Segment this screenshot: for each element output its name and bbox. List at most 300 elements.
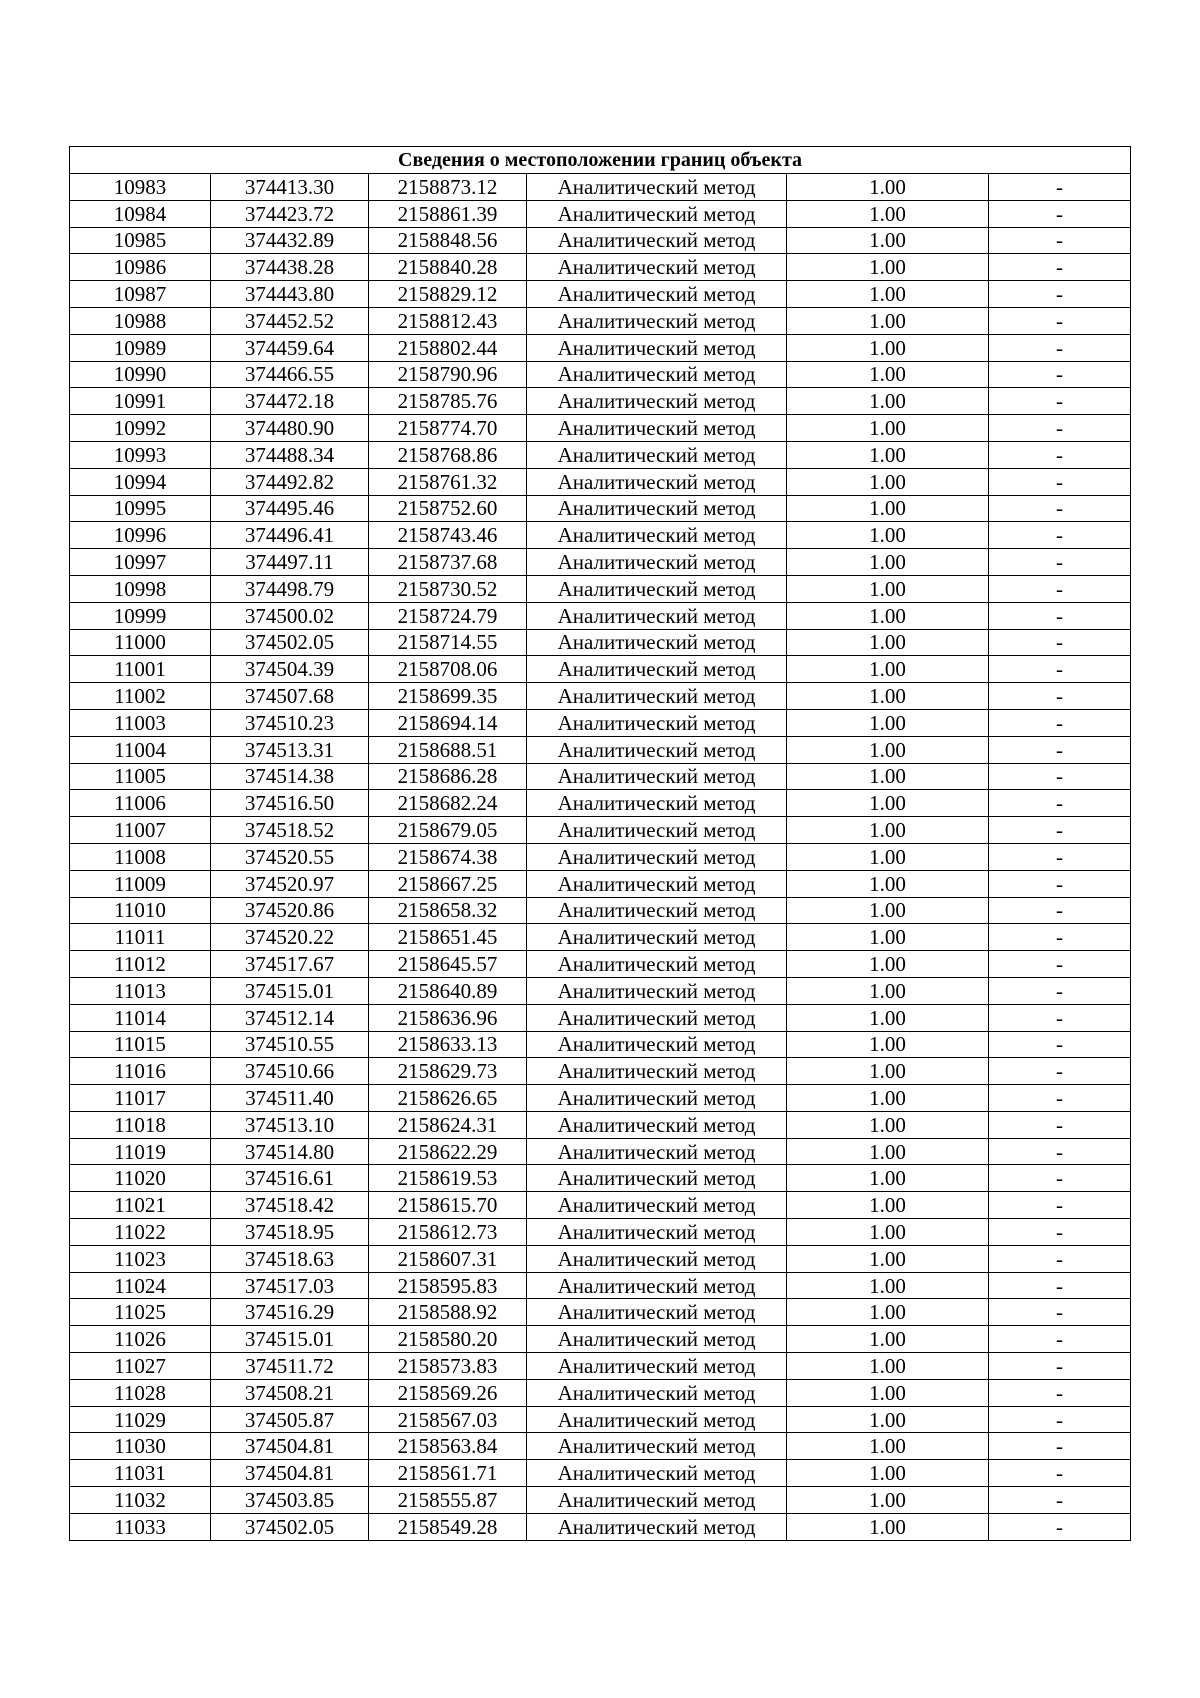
table-row [70, 174, 1131, 201]
accuracy-cell: 1.00 [787, 1272, 989, 1299]
description-cell: - [989, 897, 1131, 924]
accuracy-cell: 1.00 [787, 602, 989, 629]
description-cell: - [989, 1245, 1131, 1272]
y-coordinate-cell: 2158790.96 [369, 361, 527, 388]
y-coordinate-cell: 2158708.06 [369, 656, 527, 683]
method-cell: Аналитический метод [527, 174, 787, 201]
description-cell: - [989, 1299, 1131, 1326]
y-coordinate-cell: 2158561.71 [369, 1460, 527, 1487]
method-cell: Аналитический метод [527, 1433, 787, 1460]
y-coordinate-cell: 2158674.38 [369, 843, 527, 870]
point-number-cell: 11027 [70, 1353, 211, 1380]
y-coordinate-cell: 2158651.45 [369, 924, 527, 951]
point-number-cell: 10983 [70, 174, 211, 201]
table-body [70, 174, 1131, 1541]
y-coordinate-cell: 2158679.05 [369, 817, 527, 844]
y-coordinate-cell: 2158607.31 [369, 1245, 527, 1272]
table-row [70, 1031, 1131, 1058]
x-coordinate-cell: 374516.29 [211, 1299, 369, 1326]
point-number-cell: 11017 [70, 1085, 211, 1112]
x-coordinate-cell: 374500.02 [211, 602, 369, 629]
table-row [70, 254, 1131, 281]
table-title: Сведения о местоположении границ объекта [70, 147, 1131, 174]
x-coordinate-cell: 374520.22 [211, 924, 369, 951]
accuracy-cell: 1.00 [787, 924, 989, 951]
y-coordinate-cell: 2158861.39 [369, 200, 527, 227]
point-number-cell: 10994 [70, 468, 211, 495]
description-cell: - [989, 1111, 1131, 1138]
description-cell: - [989, 1513, 1131, 1540]
y-coordinate-cell: 2158829.12 [369, 281, 527, 308]
point-number-cell: 11010 [70, 897, 211, 924]
table-row [70, 1111, 1131, 1138]
method-cell: Аналитический метод [527, 1513, 787, 1540]
accuracy-cell: 1.00 [787, 977, 989, 1004]
method-cell: Аналитический метод [527, 1326, 787, 1353]
point-number-cell: 10996 [70, 522, 211, 549]
accuracy-cell: 1.00 [787, 1433, 989, 1460]
table-row [70, 1487, 1131, 1514]
description-cell: - [989, 1326, 1131, 1353]
x-coordinate-cell: 374508.21 [211, 1379, 369, 1406]
y-coordinate-cell: 2158761.32 [369, 468, 527, 495]
point-number-cell: 11031 [70, 1460, 211, 1487]
point-number-cell: 11032 [70, 1487, 211, 1514]
table-row [70, 683, 1131, 710]
method-cell: Аналитический метод [527, 200, 787, 227]
point-number-cell: 11023 [70, 1245, 211, 1272]
method-cell: Аналитический метод [527, 1192, 787, 1219]
description-cell: - [989, 495, 1131, 522]
method-cell: Аналитический метод [527, 790, 787, 817]
table-row [70, 924, 1131, 951]
point-number-cell: 11019 [70, 1138, 211, 1165]
table-row [70, 1513, 1131, 1540]
x-coordinate-cell: 374492.82 [211, 468, 369, 495]
x-coordinate-cell: 374423.72 [211, 200, 369, 227]
x-coordinate-cell: 374472.18 [211, 388, 369, 415]
table-row [70, 629, 1131, 656]
x-coordinate-cell: 374505.87 [211, 1406, 369, 1433]
table-row [70, 307, 1131, 334]
point-number-cell: 11007 [70, 817, 211, 844]
x-coordinate-cell: 374504.39 [211, 656, 369, 683]
table-row [70, 1219, 1131, 1246]
table-row [70, 334, 1131, 361]
point-number-cell: 11021 [70, 1192, 211, 1219]
method-cell: Аналитический метод [527, 415, 787, 442]
table-row [70, 495, 1131, 522]
x-coordinate-cell: 374459.64 [211, 334, 369, 361]
description-cell: - [989, 361, 1131, 388]
description-cell: - [989, 281, 1131, 308]
accuracy-cell: 1.00 [787, 1406, 989, 1433]
method-cell: Аналитический метод [527, 843, 787, 870]
table-row [70, 656, 1131, 683]
y-coordinate-cell: 2158667.25 [369, 870, 527, 897]
y-coordinate-cell: 2158633.13 [369, 1031, 527, 1058]
table-row [70, 1379, 1131, 1406]
description-cell: - [989, 549, 1131, 576]
accuracy-cell: 1.00 [787, 495, 989, 522]
method-cell: Аналитический метод [527, 1219, 787, 1246]
x-coordinate-cell: 374520.97 [211, 870, 369, 897]
y-coordinate-cell: 2158873.12 [369, 174, 527, 201]
y-coordinate-cell: 2158812.43 [369, 307, 527, 334]
point-number-cell: 11033 [70, 1513, 211, 1540]
x-coordinate-cell: 374517.67 [211, 951, 369, 978]
accuracy-cell: 1.00 [787, 174, 989, 201]
accuracy-cell: 1.00 [787, 200, 989, 227]
y-coordinate-cell: 2158612.73 [369, 1219, 527, 1246]
point-number-cell: 11002 [70, 683, 211, 710]
y-coordinate-cell: 2158774.70 [369, 415, 527, 442]
method-cell: Аналитический метод [527, 227, 787, 254]
method-cell: Аналитический метод [527, 549, 787, 576]
table-row [70, 1433, 1131, 1460]
accuracy-cell: 1.00 [787, 1353, 989, 1380]
accuracy-cell: 1.00 [787, 763, 989, 790]
table-row [70, 1192, 1131, 1219]
x-coordinate-cell: 374438.28 [211, 254, 369, 281]
point-number-cell: 10997 [70, 549, 211, 576]
table-row [70, 468, 1131, 495]
accuracy-cell: 1.00 [787, 1219, 989, 1246]
description-cell: - [989, 334, 1131, 361]
description-cell: - [989, 441, 1131, 468]
point-number-cell: 10984 [70, 200, 211, 227]
y-coordinate-cell: 2158682.24 [369, 790, 527, 817]
y-coordinate-cell: 2158724.79 [369, 602, 527, 629]
x-coordinate-cell: 374497.11 [211, 549, 369, 576]
y-coordinate-cell: 2158840.28 [369, 254, 527, 281]
accuracy-cell: 1.00 [787, 522, 989, 549]
accuracy-cell: 1.00 [787, 1031, 989, 1058]
accuracy-cell: 1.00 [787, 629, 989, 656]
x-coordinate-cell: 374502.05 [211, 1513, 369, 1540]
x-coordinate-cell: 374502.05 [211, 629, 369, 656]
x-coordinate-cell: 374518.95 [211, 1219, 369, 1246]
point-number-cell: 10998 [70, 575, 211, 602]
accuracy-cell: 1.00 [787, 441, 989, 468]
method-cell: Аналитический метод [527, 1299, 787, 1326]
point-number-cell: 11029 [70, 1406, 211, 1433]
description-cell: - [989, 924, 1131, 951]
x-coordinate-cell: 374504.81 [211, 1460, 369, 1487]
accuracy-cell: 1.00 [787, 415, 989, 442]
x-coordinate-cell: 374510.66 [211, 1058, 369, 1085]
table-row [70, 441, 1131, 468]
accuracy-cell: 1.00 [787, 1460, 989, 1487]
description-cell: - [989, 1487, 1131, 1514]
accuracy-cell: 1.00 [787, 1004, 989, 1031]
table-row [70, 1085, 1131, 1112]
y-coordinate-cell: 2158619.53 [369, 1165, 527, 1192]
point-number-cell: 11030 [70, 1433, 211, 1460]
accuracy-cell: 1.00 [787, 1379, 989, 1406]
point-number-cell: 11015 [70, 1031, 211, 1058]
accuracy-cell: 1.00 [787, 683, 989, 710]
x-coordinate-cell: 374518.42 [211, 1192, 369, 1219]
description-cell: - [989, 977, 1131, 1004]
method-cell: Аналитический метод [527, 977, 787, 1004]
accuracy-cell: 1.00 [787, 656, 989, 683]
point-number-cell: 11006 [70, 790, 211, 817]
y-coordinate-cell: 2158802.44 [369, 334, 527, 361]
description-cell: - [989, 817, 1131, 844]
accuracy-cell: 1.00 [787, 361, 989, 388]
y-coordinate-cell: 2158699.35 [369, 683, 527, 710]
accuracy-cell: 1.00 [787, 281, 989, 308]
y-coordinate-cell: 2158688.51 [369, 736, 527, 763]
point-number-cell: 10988 [70, 307, 211, 334]
description-cell: - [989, 790, 1131, 817]
y-coordinate-cell: 2158580.20 [369, 1326, 527, 1353]
x-coordinate-cell: 374516.50 [211, 790, 369, 817]
accuracy-cell: 1.00 [787, 227, 989, 254]
x-coordinate-cell: 374515.01 [211, 1326, 369, 1353]
x-coordinate-cell: 374413.30 [211, 174, 369, 201]
method-cell: Аналитический метод [527, 281, 787, 308]
accuracy-cell: 1.00 [787, 709, 989, 736]
accuracy-cell: 1.00 [787, 736, 989, 763]
point-number-cell: 11012 [70, 951, 211, 978]
description-cell: - [989, 629, 1131, 656]
accuracy-cell: 1.00 [787, 468, 989, 495]
accuracy-cell: 1.00 [787, 1326, 989, 1353]
method-cell: Аналитический метод [527, 1085, 787, 1112]
description-cell: - [989, 200, 1131, 227]
point-number-cell: 11018 [70, 1111, 211, 1138]
y-coordinate-cell: 2158624.31 [369, 1111, 527, 1138]
table-row [70, 763, 1131, 790]
description-cell: - [989, 1379, 1131, 1406]
table-row [70, 897, 1131, 924]
x-coordinate-cell: 374511.72 [211, 1353, 369, 1380]
point-number-cell: 10991 [70, 388, 211, 415]
y-coordinate-cell: 2158567.03 [369, 1406, 527, 1433]
table-row [70, 1058, 1131, 1085]
x-coordinate-cell: 374496.41 [211, 522, 369, 549]
table-row [70, 817, 1131, 844]
method-cell: Аналитический метод [527, 1379, 787, 1406]
y-coordinate-cell: 2158752.60 [369, 495, 527, 522]
description-cell: - [989, 174, 1131, 201]
y-coordinate-cell: 2158588.92 [369, 1299, 527, 1326]
y-coordinate-cell: 2158694.14 [369, 709, 527, 736]
method-cell: Аналитический метод [527, 1245, 787, 1272]
point-number-cell: 10990 [70, 361, 211, 388]
method-cell: Аналитический метод [527, 361, 787, 388]
boundary-coordinates-table [69, 146, 1131, 1541]
x-coordinate-cell: 374518.52 [211, 817, 369, 844]
y-coordinate-cell: 2158743.46 [369, 522, 527, 549]
description-cell: - [989, 1058, 1131, 1085]
point-number-cell: 11011 [70, 924, 211, 951]
description-cell: - [989, 1460, 1131, 1487]
table-row [70, 1353, 1131, 1380]
table-row [70, 602, 1131, 629]
point-number-cell: 10999 [70, 602, 211, 629]
table-row [70, 415, 1131, 442]
point-number-cell: 11016 [70, 1058, 211, 1085]
method-cell: Аналитический метод [527, 736, 787, 763]
method-cell: Аналитический метод [527, 602, 787, 629]
accuracy-cell: 1.00 [787, 334, 989, 361]
x-coordinate-cell: 374512.14 [211, 1004, 369, 1031]
method-cell: Аналитический метод [527, 1272, 787, 1299]
table-row [70, 951, 1131, 978]
y-coordinate-cell: 2158768.86 [369, 441, 527, 468]
x-coordinate-cell: 374504.81 [211, 1433, 369, 1460]
point-number-cell: 11028 [70, 1379, 211, 1406]
description-cell: - [989, 951, 1131, 978]
table-row [70, 790, 1131, 817]
accuracy-cell: 1.00 [787, 870, 989, 897]
table-row [70, 1326, 1131, 1353]
accuracy-cell: 1.00 [787, 549, 989, 576]
table-row [70, 388, 1131, 415]
description-cell: - [989, 870, 1131, 897]
x-coordinate-cell: 374507.68 [211, 683, 369, 710]
accuracy-cell: 1.00 [787, 817, 989, 844]
method-cell: Аналитический метод [527, 522, 787, 549]
method-cell: Аналитический метод [527, 1138, 787, 1165]
table-row [70, 200, 1131, 227]
table-row [70, 843, 1131, 870]
description-cell: - [989, 709, 1131, 736]
description-cell: - [989, 736, 1131, 763]
y-coordinate-cell: 2158615.70 [369, 1192, 527, 1219]
accuracy-cell: 1.00 [787, 897, 989, 924]
y-coordinate-cell: 2158785.76 [369, 388, 527, 415]
point-number-cell: 10985 [70, 227, 211, 254]
x-coordinate-cell: 374498.79 [211, 575, 369, 602]
accuracy-cell: 1.00 [787, 1192, 989, 1219]
method-cell: Аналитический метод [527, 575, 787, 602]
table-row [70, 1165, 1131, 1192]
method-cell: Аналитический метод [527, 388, 787, 415]
x-coordinate-cell: 374513.31 [211, 736, 369, 763]
table-row [70, 281, 1131, 308]
y-coordinate-cell: 2158658.32 [369, 897, 527, 924]
y-coordinate-cell: 2158622.29 [369, 1138, 527, 1165]
method-cell: Аналитический метод [527, 1165, 787, 1192]
description-cell: - [989, 1433, 1131, 1460]
method-cell: Аналитический метод [527, 924, 787, 951]
x-coordinate-cell: 374443.80 [211, 281, 369, 308]
description-cell: - [989, 522, 1131, 549]
y-coordinate-cell: 2158573.83 [369, 1353, 527, 1380]
point-number-cell: 10995 [70, 495, 211, 522]
x-coordinate-cell: 374452.52 [211, 307, 369, 334]
table-row [70, 1406, 1131, 1433]
description-cell: - [989, 683, 1131, 710]
method-cell: Аналитический метод [527, 1353, 787, 1380]
point-number-cell: 11014 [70, 1004, 211, 1031]
description-cell: - [989, 415, 1131, 442]
y-coordinate-cell: 2158645.57 [369, 951, 527, 978]
point-number-cell: 11008 [70, 843, 211, 870]
description-cell: - [989, 763, 1131, 790]
y-coordinate-cell: 2158569.26 [369, 1379, 527, 1406]
point-number-cell: 11020 [70, 1165, 211, 1192]
x-coordinate-cell: 374518.63 [211, 1245, 369, 1272]
table-row [70, 549, 1131, 576]
y-coordinate-cell: 2158686.28 [369, 763, 527, 790]
accuracy-cell: 1.00 [787, 843, 989, 870]
point-number-cell: 11024 [70, 1272, 211, 1299]
table-row [70, 1004, 1131, 1031]
method-cell: Аналитический метод [527, 1031, 787, 1058]
accuracy-cell: 1.00 [787, 790, 989, 817]
description-cell: - [989, 656, 1131, 683]
x-coordinate-cell: 374520.86 [211, 897, 369, 924]
accuracy-cell: 1.00 [787, 1165, 989, 1192]
x-coordinate-cell: 374516.61 [211, 1165, 369, 1192]
description-cell: - [989, 843, 1131, 870]
x-coordinate-cell: 374514.38 [211, 763, 369, 790]
method-cell: Аналитический метод [527, 1004, 787, 1031]
accuracy-cell: 1.00 [787, 951, 989, 978]
description-cell: - [989, 1219, 1131, 1246]
x-coordinate-cell: 374510.55 [211, 1031, 369, 1058]
accuracy-cell: 1.00 [787, 575, 989, 602]
accuracy-cell: 1.00 [787, 388, 989, 415]
description-cell: - [989, 227, 1131, 254]
description-cell: - [989, 602, 1131, 629]
y-coordinate-cell: 2158848.56 [369, 227, 527, 254]
x-coordinate-cell: 374503.85 [211, 1487, 369, 1514]
x-coordinate-cell: 374520.55 [211, 843, 369, 870]
point-number-cell: 11009 [70, 870, 211, 897]
table-row [70, 1460, 1131, 1487]
table-row [70, 977, 1131, 1004]
accuracy-cell: 1.00 [787, 1058, 989, 1085]
x-coordinate-cell: 374432.89 [211, 227, 369, 254]
accuracy-cell: 1.00 [787, 1111, 989, 1138]
method-cell: Аналитический метод [527, 629, 787, 656]
table-row [70, 575, 1131, 602]
accuracy-cell: 1.00 [787, 1487, 989, 1514]
point-number-cell: 11000 [70, 629, 211, 656]
method-cell: Аналитический метод [527, 897, 787, 924]
description-cell: - [989, 1272, 1131, 1299]
y-coordinate-cell: 2158730.52 [369, 575, 527, 602]
accuracy-cell: 1.00 [787, 307, 989, 334]
description-cell: - [989, 1085, 1131, 1112]
point-number-cell: 10993 [70, 441, 211, 468]
x-coordinate-cell: 374510.23 [211, 709, 369, 736]
table-row [70, 522, 1131, 549]
description-cell: - [989, 1192, 1131, 1219]
table-row [70, 736, 1131, 763]
description-cell: - [989, 307, 1131, 334]
method-cell: Аналитический метод [527, 709, 787, 736]
table-title-row [70, 147, 1131, 174]
point-number-cell: 10987 [70, 281, 211, 308]
x-coordinate-cell: 374488.34 [211, 441, 369, 468]
y-coordinate-cell: 2158629.73 [369, 1058, 527, 1085]
accuracy-cell: 1.00 [787, 1245, 989, 1272]
x-coordinate-cell: 374514.80 [211, 1138, 369, 1165]
method-cell: Аналитический метод [527, 951, 787, 978]
x-coordinate-cell: 374466.55 [211, 361, 369, 388]
y-coordinate-cell: 2158737.68 [369, 549, 527, 576]
point-number-cell: 10992 [70, 415, 211, 442]
accuracy-cell: 1.00 [787, 254, 989, 281]
point-number-cell: 11004 [70, 736, 211, 763]
